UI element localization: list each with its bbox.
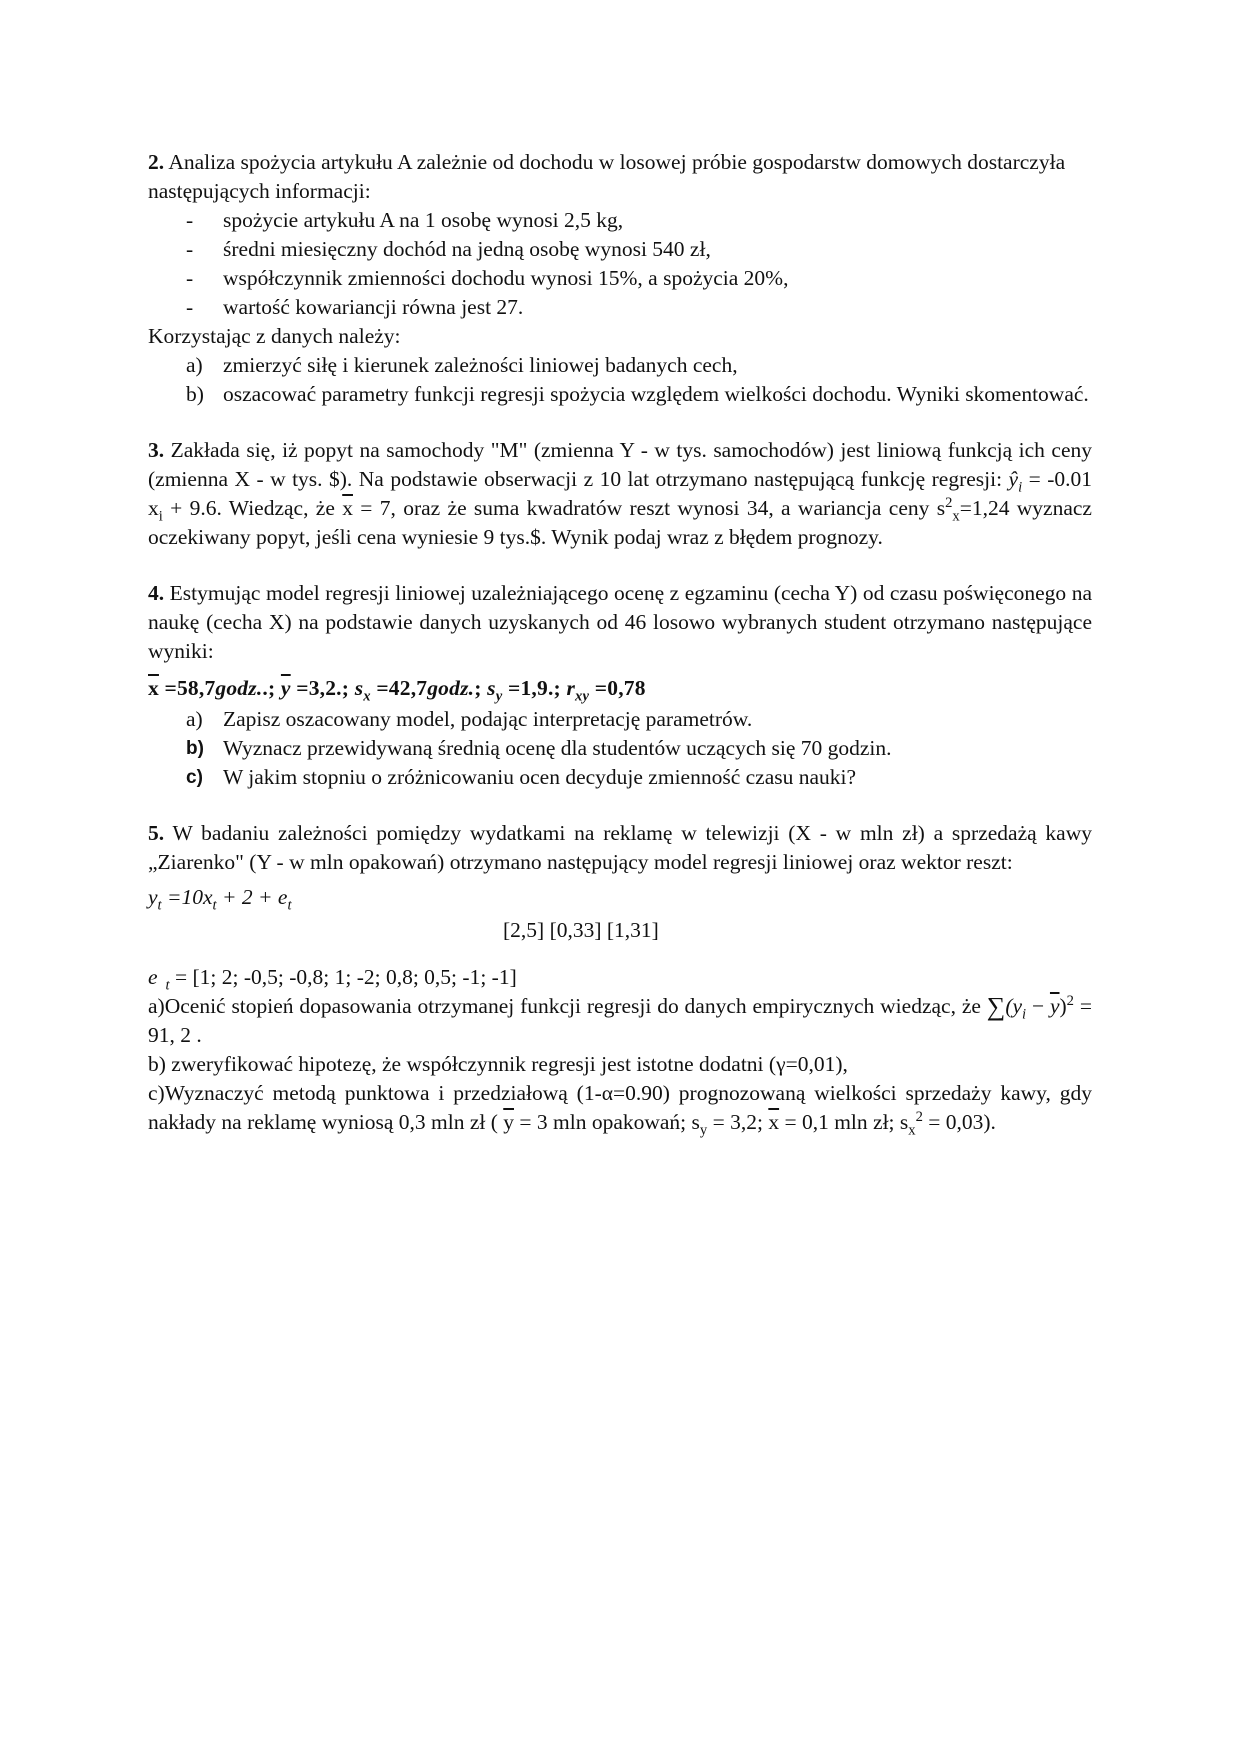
list-item: - współczynnik zmienności dochodu wynosi 15%, a spożycia 20%, bbox=[186, 266, 789, 290]
list-item: b) Wyznacz przewidywaną średnią ocenę dla studentów uczących się 70 godzin. bbox=[186, 736, 892, 760]
list-item: - wartość kowariancji równa jest 27. bbox=[186, 295, 524, 319]
list-item: - średni miesięczny dochód na jedną osobę wynosi 540 zł, bbox=[186, 237, 711, 261]
list-item: a) zmierzyć siłę i kierunek zależności liniowej badanych cech, bbox=[186, 353, 738, 377]
list-item: - spożycie artykułu A na 1 osobę wynosi 2,5 kg, bbox=[186, 208, 624, 232]
task-3-text: 3. Zakłada się, iż popyt na samochody "M" (zmienna Y - w tys. samochodów) jest liniową funkcją ich ceny (zmienna X - w tys. $). Na podstawie obserwacji z 10 lat otrzymano następującą funkcję regresji: $ŷ_i = -0.01$ $x_i + 9.6$. Wiedząc, że $\overline{x} = 7$, oraz że suma kwadratów reszt wynosi 34, a wariancja ceny $s^2_x=1,24$ wyznacz oczekiwany popyt, jeśli cena wyniesie 9 tys.$. Wynik podaj wraz z błędem prognozy. bbox=[148, 438, 1093, 549]
task-2-intro-text: Analiza spożycia artykułu A zależnie od dochodu w losowej próbie gospodarstw domowych dostarczyła następujących informacji: bbox=[148, 150, 1066, 203]
task-5-b: b) zweryfikować hipotezę, że współczynnik regresji jest istotne dodatni (γ=0,01), bbox=[148, 1052, 848, 1076]
task-number: 2. bbox=[148, 150, 165, 174]
task-5-c: c)Wyznaczyć metodą punktowa i przedziałową (1-α=0.90) prognozowaną wielkości sprzedaży kawy, gdy nakłady na reklamę wyniosą 0,3 mln zł ( $\overline{y} = 3$ mln opakowań; $s_y = 3,2$; $\overline{x} = 0,1$ mln zł; $s_x^2 = 0,03$). bbox=[148, 1081, 1092, 1139]
task-number: 3. bbox=[148, 438, 165, 462]
list-item: a) Zapisz oszacowany model, podając interpretację parametrów. bbox=[186, 707, 753, 731]
residual-vector: e $_t$ = [1; 2; -0,5; -0,8; 1; -2; 0,8; 0,5; -1; -1] bbox=[148, 965, 517, 994]
task-4-statistics: $\overline{x}$ =58,7godz..; $\overline{y} =3,2$.; $s_x$ =42,7godz.; $s_y =1,9$.; $r_{xy} =0,78$ bbox=[148, 676, 646, 705]
list-item: b) oszacować parametry funkcji regresji spożycia względem wielkości dochodu. Wyniki skomentować. bbox=[186, 382, 1089, 406]
standard-errors: [2,5] [0,33] [1,31] bbox=[503, 918, 659, 942]
list-item: c) W jakim stopniu o zróżnicowaniu ocen decyduje zmienność czasu nauki? bbox=[186, 765, 857, 789]
task-2-subtasks bbox=[148, 351, 1092, 409]
task-5-text: 5. W badaniu zależności pomiędzy wydatkami na reklamę w telewizji (X - w mln zł) a sprzedażą kawy „Ziarenko" (Y - w mln opakowań) otrzymano następujący model regresji liniowej oraz wektor reszt: bbox=[148, 821, 1092, 874]
document-page bbox=[148, 148, 1092, 1137]
task-5 bbox=[148, 819, 1092, 1137]
task-number: 5. bbox=[148, 821, 165, 845]
regression-model: $y_t =10x_t + 2 + e_t$ bbox=[148, 885, 292, 914]
task-2-intro bbox=[148, 148, 1092, 206]
task-4-text: 4. Estymując model regresji liniowej uzależniającego ocenę z egzaminu (cecha Y) od czasu poświęconego na naukę (cecha X) na podstawie danych uzyskanych od 46 losowo wybranych student otrzymano następujące wyniki: bbox=[148, 581, 1092, 663]
task-number: 4. bbox=[148, 581, 165, 605]
task-4-subtasks bbox=[148, 705, 1092, 792]
task-3 bbox=[148, 436, 1092, 552]
task-5-a: a)Ocenić stopień dopasowania otrzymanej funkcji regresji do danych empirycznych wiedząc, że $\sum(y_i - \overline{y})^2 = 91$, 2 . bbox=[148, 992, 1092, 1047]
task-2-facts bbox=[148, 206, 1092, 322]
task-2-lead: Korzystając z danych należy: bbox=[148, 324, 401, 348]
task-4 bbox=[148, 579, 1092, 792]
task-2 bbox=[148, 148, 1092, 409]
